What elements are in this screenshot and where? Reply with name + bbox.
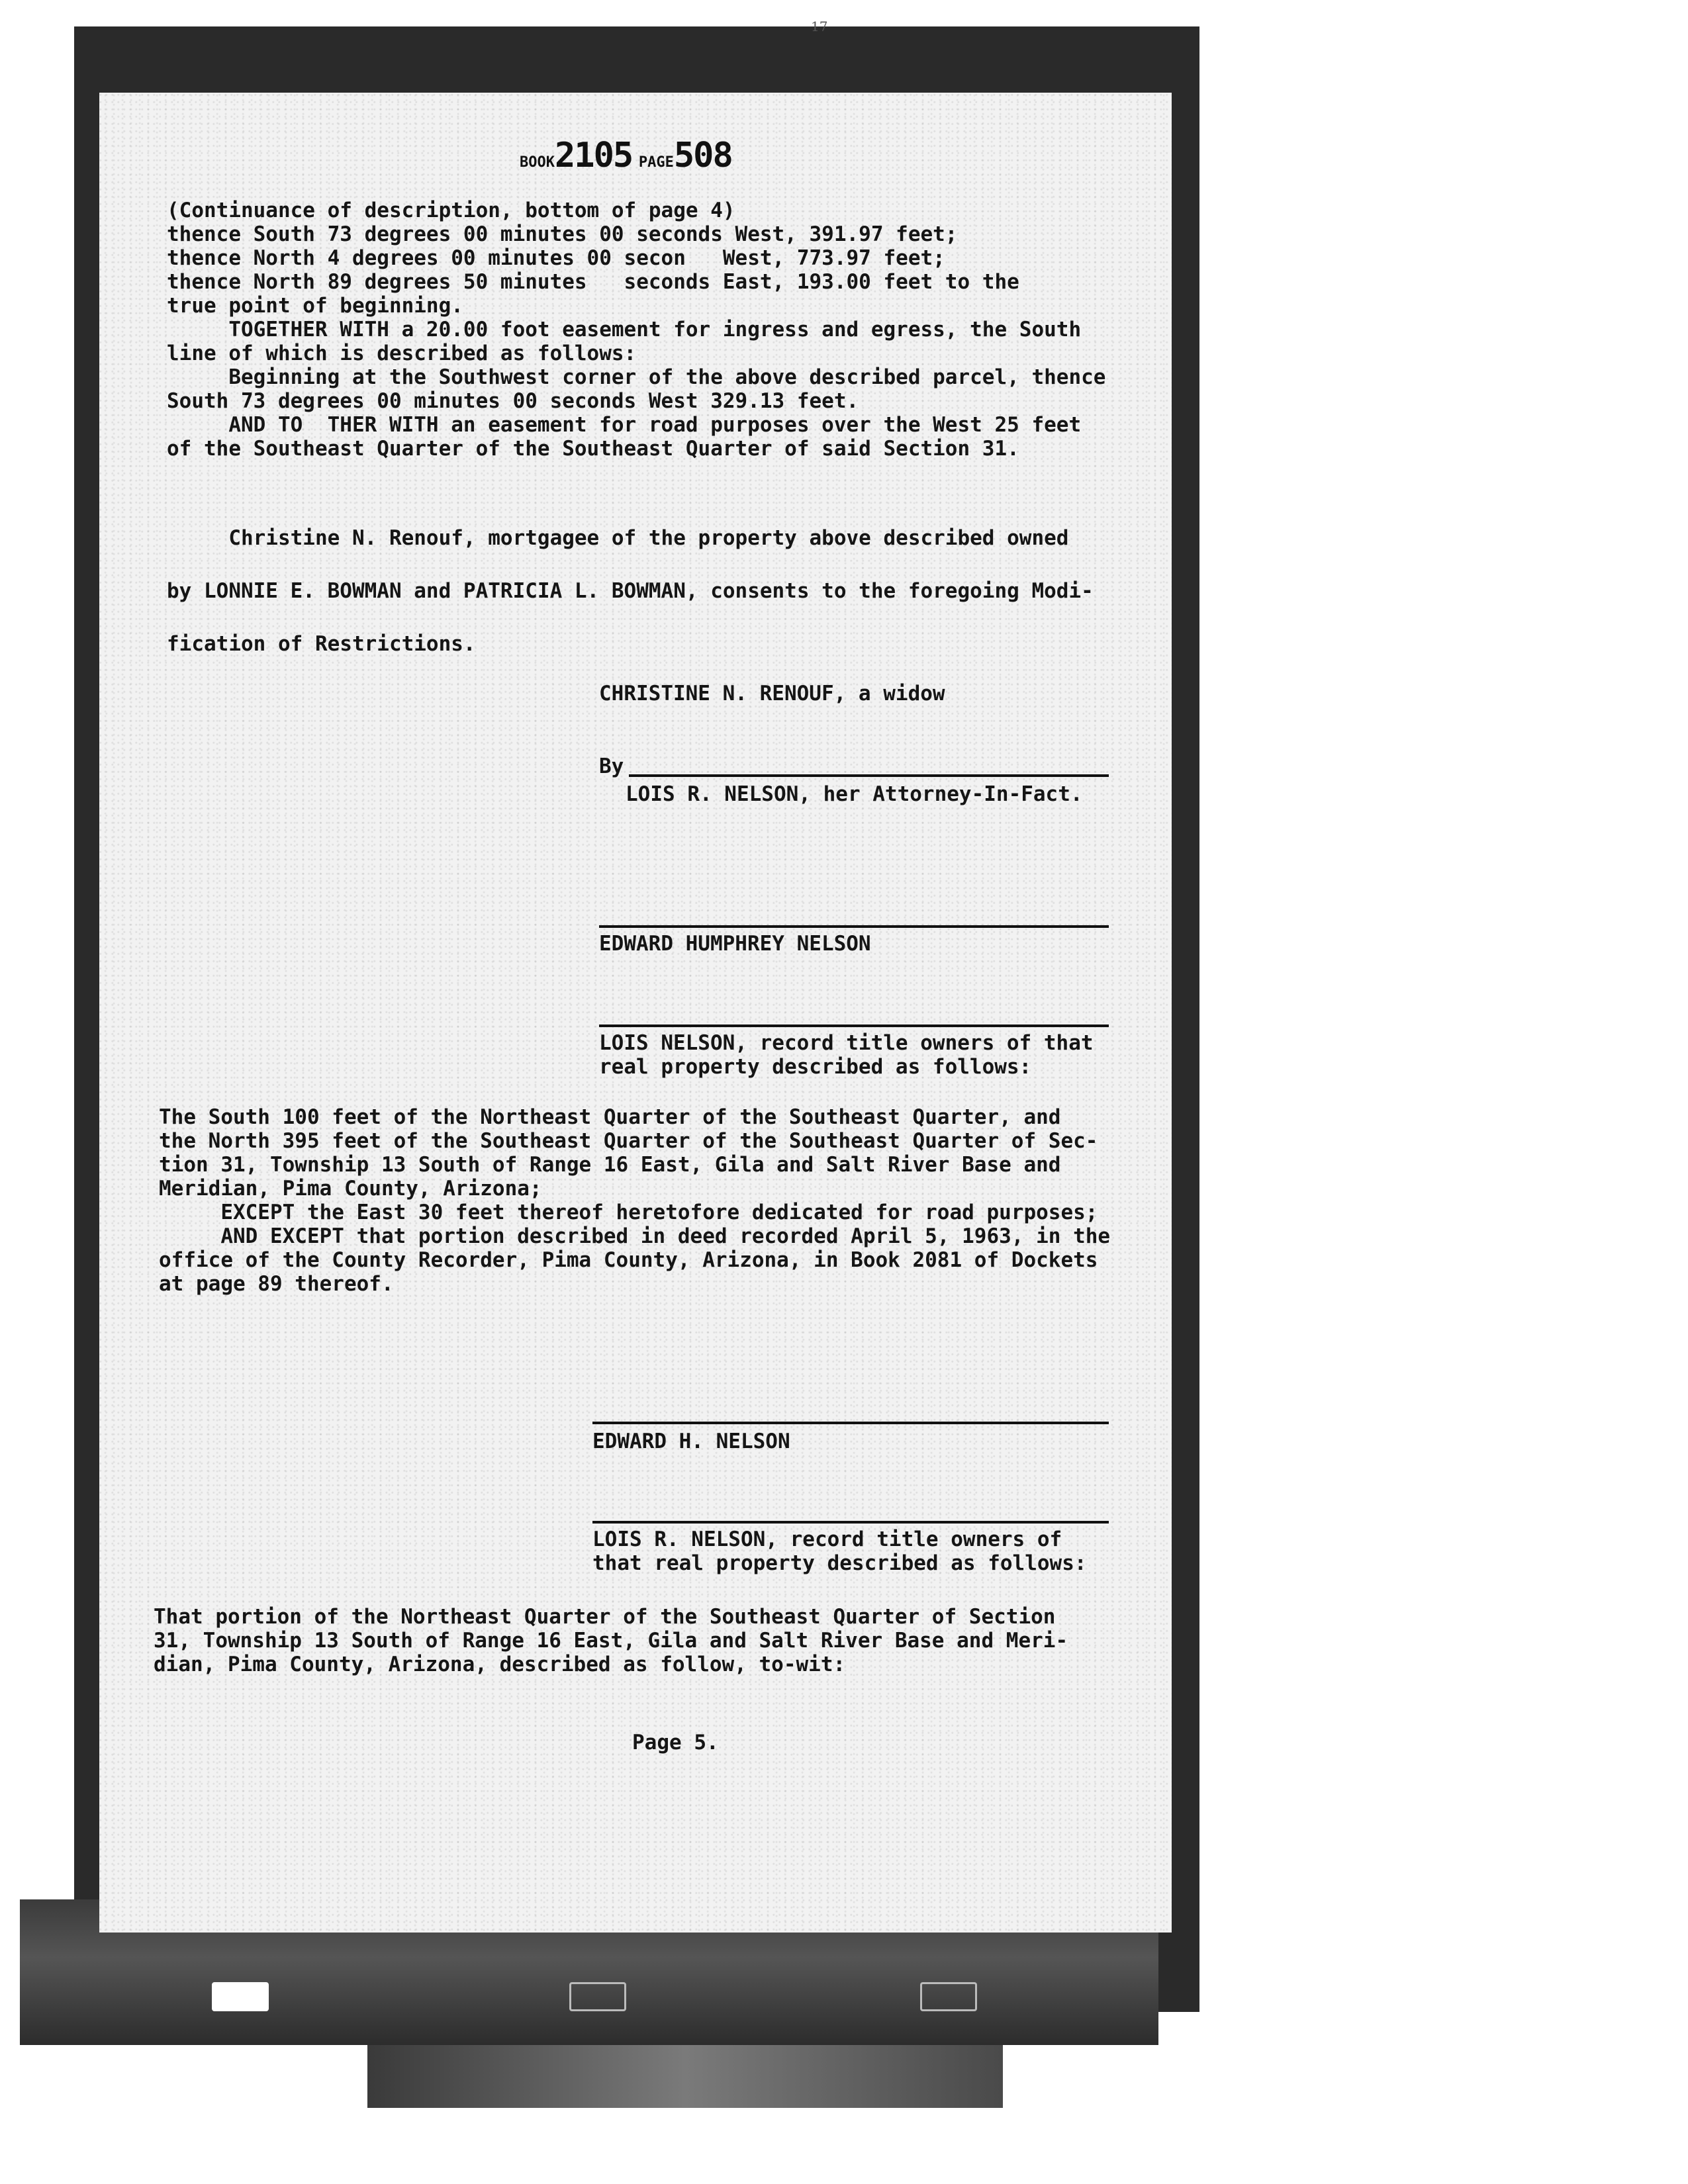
description-line: thence North 4 degrees 00 minutes 00 secon West, 773.97 feet; (167, 246, 945, 270)
description-line: Beginning at the Southwest corner of the above described parcel, thence (167, 365, 1106, 389)
lois-owners-line: LOIS NELSON, record title owners of that (599, 1031, 1094, 1055)
property-description-line: The South 100 feet of the Northeast Quarter of the Southeast Quarter, and (159, 1105, 1061, 1129)
signature-line (592, 1521, 1109, 1524)
property-description-line: tion 31, Township 13 South of Range 16 East, Gila and Salt River Base and (159, 1153, 1061, 1177)
signature-line (599, 1024, 1109, 1027)
property-description-line: That portion of the Northeast Quarter of the Southeast Quarter of Section (154, 1605, 1056, 1629)
property-description-line: Meridian, Pima County, Arizona; (159, 1177, 542, 1201)
edward-short-name: EDWARD H. NELSON (592, 1430, 790, 1453)
signature-line (629, 774, 1109, 777)
scan-tab (212, 1982, 269, 2011)
description-line: line of which is described as follows: (167, 341, 637, 365)
property-description-line: 31, Township 13 South of Range 16 East, Gila and Salt River Base and Meri- (154, 1629, 1068, 1653)
scan-tab (569, 1982, 626, 2011)
scan-strip (367, 2045, 1003, 2108)
consent-line: by LONNIE E. BOWMAN and PATRICIA L. BOWMAN, consents to the foregoing Modi- (167, 579, 1094, 603)
description-line: true point of beginning. (167, 294, 463, 318)
page-number-footer: Page 5. (632, 1731, 719, 1754)
corner-mark: 17 (811, 19, 828, 34)
lois-r-owners-line: that real property described as follows: (592, 1551, 1087, 1575)
property-description-line: dian, Pima County, Arizona, described as follow, to-wit: (154, 1653, 846, 1676)
consent-line: Christine N. Renouf, mortgagee of the property above described owned (167, 526, 1069, 550)
book-page-reference (520, 136, 732, 175)
signature-line (592, 1422, 1109, 1424)
property-description-line: EXCEPT the East 30 feet thereof heretofore dedicated for road purposes; (159, 1201, 1098, 1224)
page-number: 508 (673, 136, 732, 175)
lois-r-owners-line: LOIS R. NELSON, record title owners of (592, 1527, 1062, 1551)
description-line: of the Southeast Quarter of the Southeast Quarter of said Section 31. (167, 437, 1019, 461)
description-line: thence North 89 degrees 50 minutes seconds East, 193.00 feet to the (167, 270, 1019, 294)
property-description-line: office of the County Recorder, Pima County, Arizona, in Book 2081 of Dockets (159, 1248, 1098, 1272)
by-label: By (599, 754, 624, 778)
book-number: 2105 (554, 136, 633, 175)
attorney-name: LOIS R. NELSON, her Attorney-In-Fact. (626, 782, 1083, 806)
consent-line: fication of Restrictions. (167, 632, 476, 656)
renouf-name: CHRISTINE N. RENOUF, a widow (599, 682, 945, 705)
property-description-line: at page 89 thereof. (159, 1272, 394, 1296)
property-description-line: the North 395 feet of the Southeast Quarter of the Southeast Quarter of Sec- (159, 1129, 1098, 1153)
scan-tab (920, 1982, 977, 2011)
description-line: South 73 degrees 00 minutes 00 seconds West 329.13 feet. (167, 389, 859, 413)
edward-full-name: EDWARD HUMPHREY NELSON (599, 932, 871, 956)
description-line: thence South 73 degrees 00 minutes 00 seconds West, 391.97 feet; (167, 222, 958, 246)
description-line: (Continuance of description, bottom of page 4) (167, 199, 735, 222)
lois-owners-line: real property described as follows: (599, 1055, 1032, 1079)
description-line: AND TO THER WITH an easement for road purposes over the West 25 feet (167, 413, 1082, 437)
description-line: TOGETHER WITH a 20.00 foot easement for ingress and egress, the South (167, 318, 1082, 341)
property-description-line: AND EXCEPT that portion described in deed recorded April 5, 1963, in the (159, 1224, 1111, 1248)
page-label: PAGE (638, 154, 674, 171)
book-label: BOOK (520, 154, 555, 171)
signature-line (599, 925, 1109, 928)
